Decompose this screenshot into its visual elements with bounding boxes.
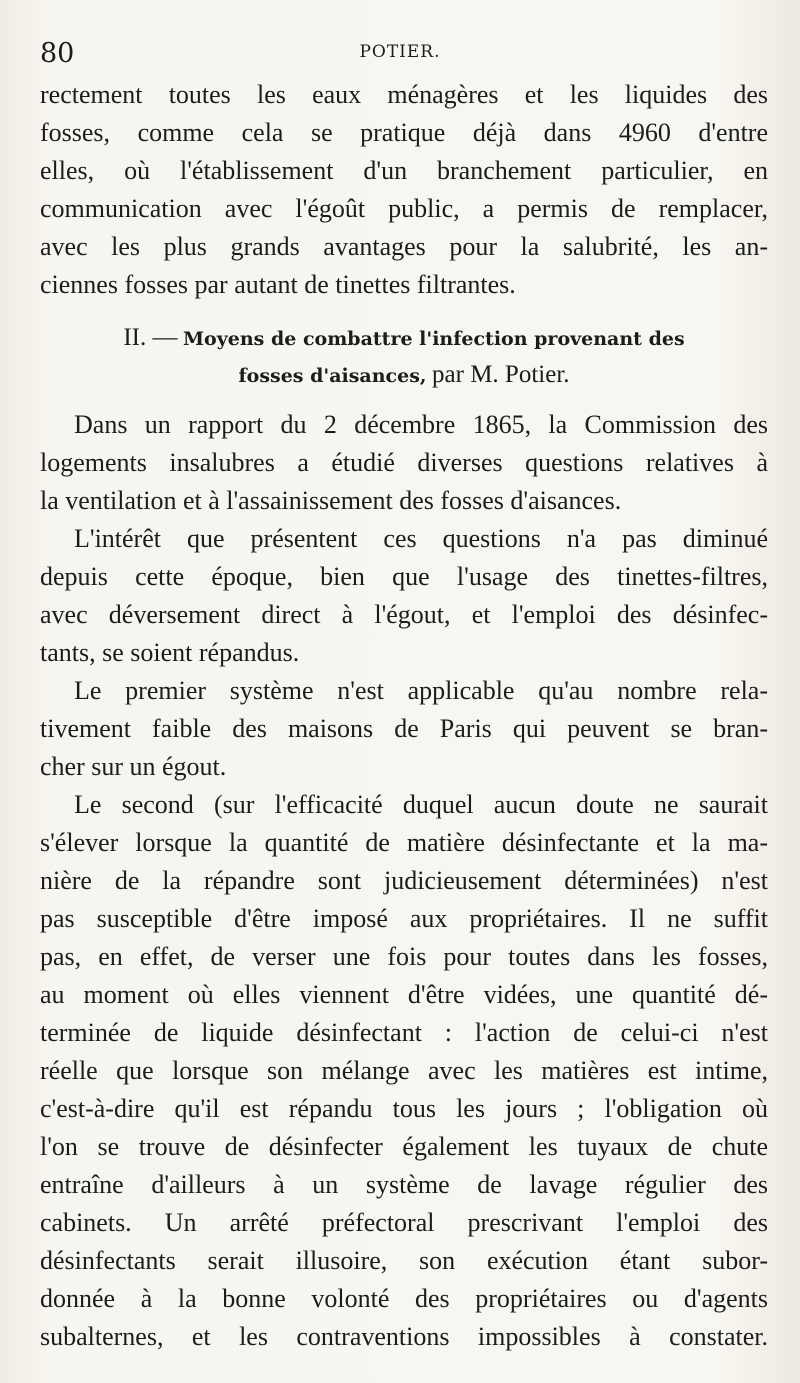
text-line: réelle que lorsque son mélange avec les matières est intime, xyxy=(40,1056,768,1085)
paragraph xyxy=(40,786,768,1356)
page-number: 80 xyxy=(40,38,75,69)
text-line: logements insalubres a étudié diverses questions relatives à xyxy=(40,448,768,477)
text-line: fosses, comme cela se pratique déjà dans 4960 d'entre xyxy=(40,118,768,147)
section-author: par M. Potier. xyxy=(432,361,570,388)
section-title-line-1: Moyens de combattre l'infection provenant des xyxy=(183,328,685,350)
text-line: Le second (sur l'efficacité duquel aucun doute ne saurait xyxy=(74,790,768,819)
text-line: c'est-à-dire qu'il est répandu tous les jours ; l'obligation où xyxy=(40,1094,768,1123)
text-line: cabinets. Un arrêté préfectoral prescrivant l'emploi des xyxy=(40,1208,768,1237)
text-line: tants, se soient répandus. xyxy=(40,638,300,667)
text-line: terminée de liquide désinfectant : l'action de celui-ci n'est xyxy=(40,1018,768,1047)
page-header xyxy=(40,36,760,76)
text-line: depuis cette époque, bien que l'usage des tinettes-filtres, xyxy=(40,562,768,591)
text-line: l'on se trouve de désinfecter également les tuyaux de chute xyxy=(40,1132,768,1161)
text-line: désinfectants serait illusoire, son exécution étant subor- xyxy=(40,1246,768,1275)
text-line: elles, où l'établissement d'un branchement particulier, en xyxy=(40,156,768,185)
text-line: avec déversement direct à l'égout, et l'emploi des désinfec- xyxy=(40,600,768,629)
text-line: la ventilation et à l'assainissement des fosses d'aisances. xyxy=(40,486,622,515)
text-line: tivement faible des maisons de Paris qui peuvent se bran- xyxy=(40,714,768,743)
paragraph xyxy=(40,672,768,786)
section-heading xyxy=(40,320,768,394)
text-line: communication avec l'égoût public, a permis de remplacer, xyxy=(40,194,768,223)
text-line: Dans un rapport du 2 décembre 1865, la Commission des xyxy=(74,410,768,439)
text-line: s'élever lorsque la quantité de matière désinfectante et la ma- xyxy=(40,828,768,857)
text-line: Le premier système n'est applicable qu'au nombre rela- xyxy=(74,676,768,705)
text-line: au moment où elles viennent d'être vidées, une quantité dé- xyxy=(40,980,768,1009)
text-line: nière de la répandre sont judicieusement déterminées) n'est xyxy=(40,866,768,895)
text-line: avec les plus grands avantages pour la salubrité, les an- xyxy=(40,232,768,261)
text-line: pas, en effet, de verser une fois pour toutes dans les fosses, xyxy=(40,942,768,971)
paragraph xyxy=(40,520,768,672)
paragraph xyxy=(40,406,768,520)
section-number: II. — xyxy=(123,324,178,351)
text-line: donnée à la bonne volonté des propriétaires ou d'agents xyxy=(40,1284,768,1313)
page-body xyxy=(40,76,768,1356)
text-line: rectement toutes les eaux ménagères et les liquides des xyxy=(40,80,768,109)
text-line: cher sur un égout. xyxy=(40,752,227,781)
section-title-line-2: fosses d'aisances, xyxy=(238,365,427,387)
running-head: POTIER. xyxy=(359,42,441,62)
text-line: pas susceptible d'être imposé aux propriétaires. Il ne suffit xyxy=(40,904,768,933)
continued-paragraph xyxy=(40,76,768,304)
text-line: ciennes fosses par autant de tinettes filtrantes. xyxy=(40,270,516,299)
text-line: L'intérêt que présentent ces questions n'a pas diminué xyxy=(74,524,768,553)
text-line: subalternes, et les contraventions impossibles à constater. xyxy=(40,1322,768,1351)
text-line: entraîne d'ailleurs à un système de lavage régulier des xyxy=(40,1170,768,1199)
